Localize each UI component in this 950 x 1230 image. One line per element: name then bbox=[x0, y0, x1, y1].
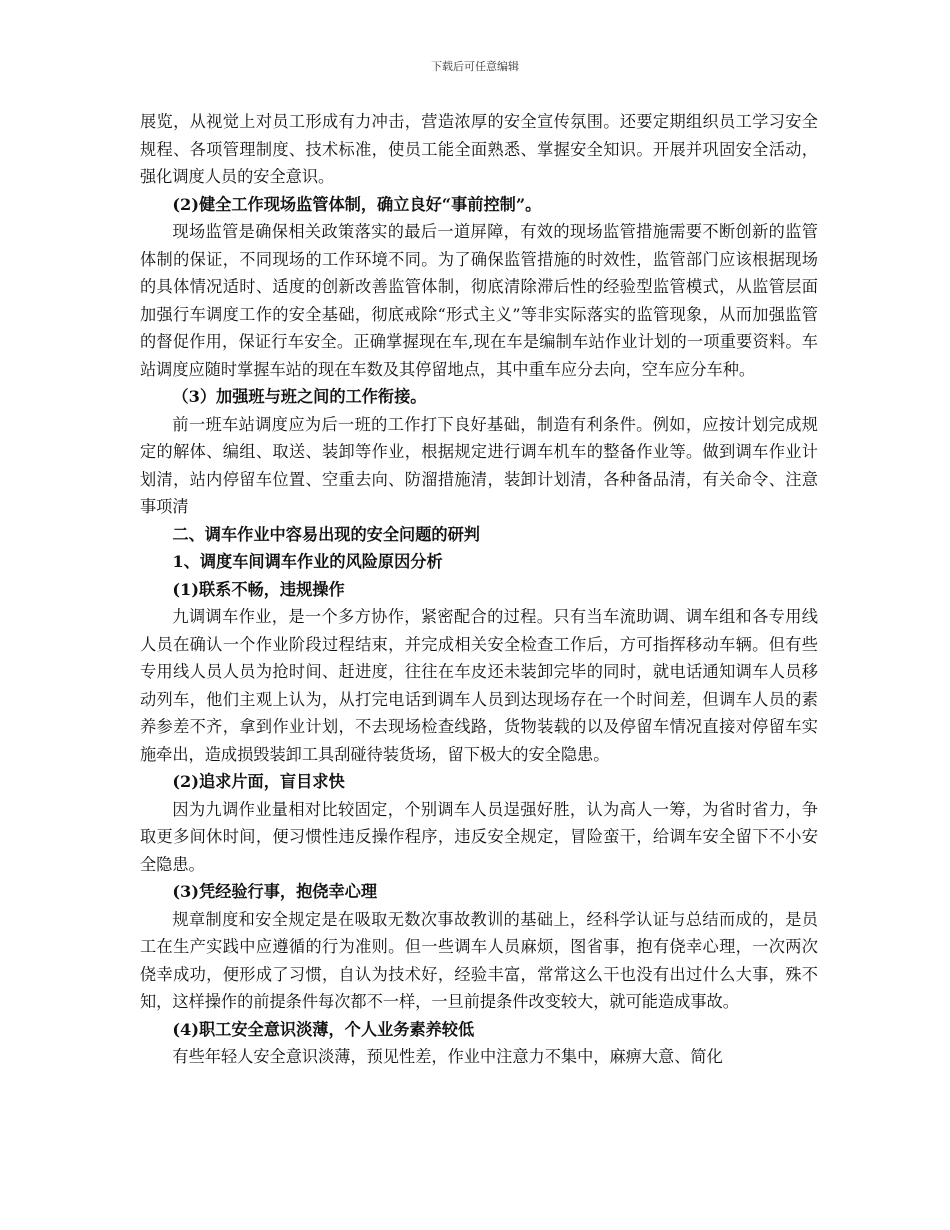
paragraph-3: 前一班车站调度应为后一班的工作打下良好基础，制造有利条件。例如，应按计划完成规定的解体、编组、取送、装卸等作业，根据规定进行调车机车的整备作业等。做到调车作业计划清，站内停留车位置、空重去向、防溜措施清，装卸计划清，各种备品清，有关命令、注意事项清 bbox=[140, 414, 818, 516]
paragraph-2: 现场监管是确保相关政策落实的最后一道屏障，有效的现场监管措施需要不断创新的监管体制的保证，不同现场的工作环境不同。为了确保监管措施的时效性，监管部门应该根据现场的具体情况适时、适度的创新改善监管体制，彻底清除滞后性的经验型监管模式，从监管层面加强行车调度工作的安全基础，彻底戒除“形式主义”等非实际落实的监管现象，从而加强监管的督促作用，保证行车安全。正确掌握现在车,现在车是编制车站作业计划的一项重要资料。车站调度应随时掌握车站的现在车数及其停留地点，其中重车应分去向，空车应分车种。 bbox=[140, 222, 818, 379]
paragraph-7: 有些年轻人安全意识淡薄，预见性差，作业中注意力不集中，麻痹大意、简化 bbox=[172, 1047, 723, 1066]
heading-poor-communication: (1)联系不畅，违规操作 bbox=[172, 579, 345, 599]
heading-blind-speed: (2)追求片面，盲目求快 bbox=[172, 772, 345, 791]
page-header-note: 下载后可任意编辑 bbox=[431, 60, 519, 73]
heading-experience-luck: (3)凭经验行事，抱侥幸心理 bbox=[172, 882, 378, 901]
heading-shift-handover: （3）加强班与班之间的工作衔接。 bbox=[172, 387, 427, 406]
document-body bbox=[140, 108, 818, 1071]
paragraph-1: 展览，从视觉上对员工形成有力冲击，营造浓厚的安全宣传氛围。还要定期组织员工学习安全规程、各项管理制度、技术标准，使员工能全面熟悉、掌握安全知识。开展并巩固安全活动，强化调度人员的安全意识。 bbox=[140, 112, 818, 186]
heading-weak-awareness: (4)职工安全意识淡薄，个人业务素养较低 bbox=[172, 1019, 475, 1039]
paragraph-4: 九调调车作业，是一个多方协作，紧密配合的过程。只有当车流助调、调车组和各专用线人员在确认一个作业阶段过程结束，并完成相关安全检查工作后，方可指挥移动车辆。但有些专用线人员人员为抢时间、赶进度，往往在车皮还未装卸完毕的同时，就电话通知调车人员移动列车，他们主观上认为，从打完电话到调车人员到达现场存在一个时间差，但调车人员的素养参差不齐，拿到作业计划，不去现场检查线路，货物装载的以及停留车情况直接对停留车实施牵出，造成损毁装卸工具刮碰待装货场，留下极大的安全隐患。 bbox=[140, 607, 818, 764]
heading-risk-analysis: 1、调度车间调车作业的风险原因分析 bbox=[172, 552, 443, 571]
heading-site-supervision: (2)健全工作现场监管体制，确立良好“事前控制”。 bbox=[172, 194, 542, 214]
paragraph-6: 规章制度和安全规定是在吸取无数次事故教训的基础上，经科学认证与总结而成的，是员工在生产实践中应遵循的行为准则。但一些调车人员麻烦，图省事，抱有侥幸心理，一次两次侥幸成功，便形成了习惯，自认为技术好，经验丰富，常常这么干也没有出过什么大事，殊不知，这样操作的前提条件每次都不一样，一旦前提条件改变较大，就可能造成事故。 bbox=[140, 909, 818, 1011]
paragraph-5: 因为九调作业量相对比较固定，个别调车人员逞强好胜，认为高人一筹，为省时省力，争取更多间休时间，便习惯性违反操作程序，违反安全规定，冒险蛮干，给调车安全留下不小安全隐患。 bbox=[140, 799, 818, 874]
heading-section-two: 二、调车作业中容易出现的安全问题的研判 bbox=[172, 524, 480, 544]
